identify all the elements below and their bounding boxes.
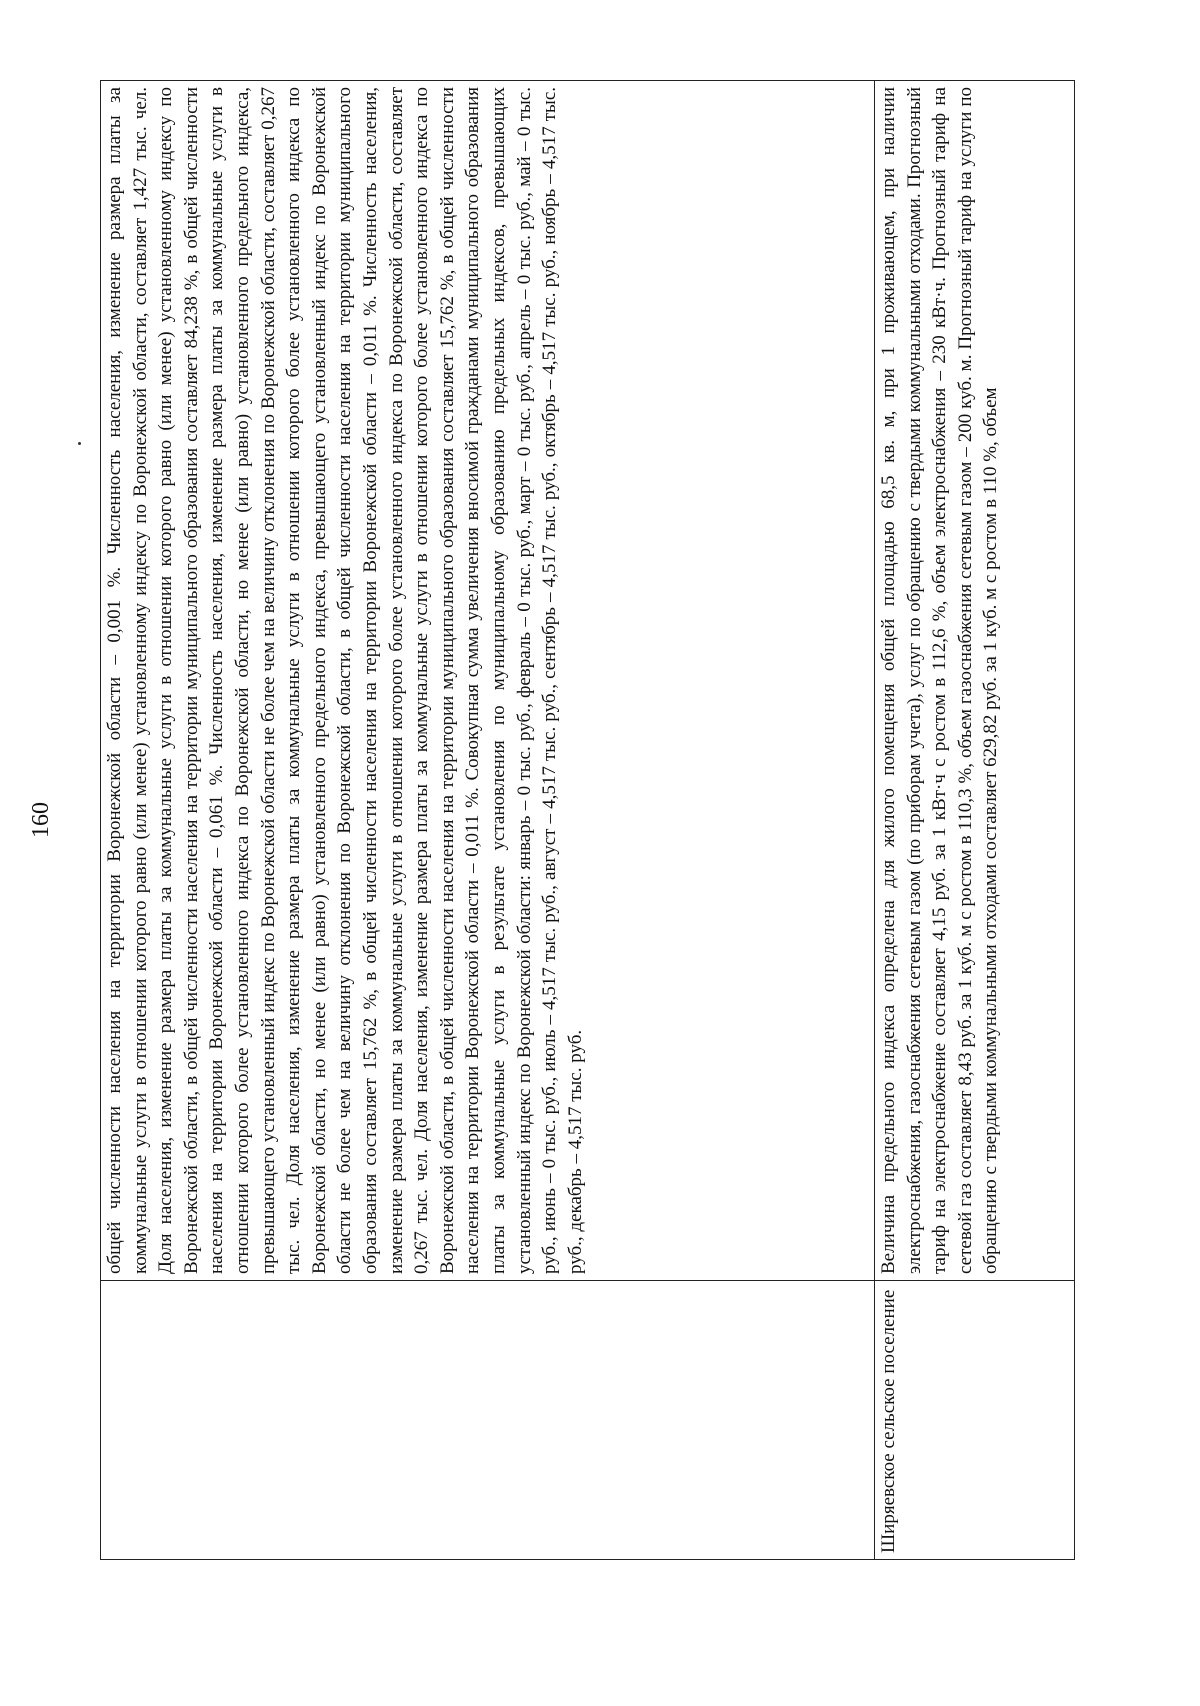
municipality-cell: Ширяевское сельское поселение (875, 1281, 1075, 1560)
tariff-table (100, 80, 1075, 1560)
table-row (101, 81, 875, 1560)
rotated-page (28, 80, 1080, 1560)
description-cell: Величина предельного индекса определена для жилого помещения общей площадью 68,5 кв. м, при 1 проживающем, при наличии электроснабжения, газоснабжения сетевым газом (по приборам учета), услуг по обращению с твердыми коммунальными отходами. Прогнозный тариф на электроснабжение составляет 4,15 руб. за 1 кВт·ч с ростом в 112,6 %, объем электроснабжения – 230 кВт·ч. Прогнозный тариф на сетевой газ составляет 8,43 руб. за 1 куб. м с ростом в 110,3 %, объем газоснабжения сетевым газом – 200 куб. м. Прогнозный тариф на услуги по обращению с твердыми коммунальными отходами составляет 629,82 руб. за 1 куб. м с ростом в 110 %, объем (875, 81, 1075, 1281)
municipality-cell (101, 1281, 875, 1560)
page-number: 160 (28, 802, 54, 838)
table-row (875, 81, 1075, 1560)
stray-dot (78, 442, 81, 445)
description-cell: общей численности населения на территории Воронежской области – 0,001 %. Численность населения, изменение размера платы за коммунальные услуги в отношении которого равно (или менее) установленному индексу по Воронежской области, составляет 1,427 тыс. чел. Доля населения, изменение размера платы за коммунальные услуги в отношении которого равно (или менее) установленному индексу по Воронежской области, в общей численности населения на территории муниципального образования составляет 84,238 %, в общей численности населения на территории Воронежской области – 0,061 %. Численность населения, изменение размера платы за коммунальные услуги в отношении которого более установленного индекса по Воронежской области, но менее (или равно) установленного предельного индекса, превышающего установленный индекс по Воронежской области не более чем на величину отклонения по Воронежской области, составляет 0,267 тыс. чел. Доля населения, изменение размера платы за коммунальные услуги в отношении которого более установленного индекса по Воронежской области, но менее (или равно) установленного предельного индекса, превышающего установленный индекс по Воронежской области не более чем на величину отклонения по Воронежской области, в общей численности населения на территории муниципального образования составляет 15,762 %, в общей численности населения на территории Воронежской области – 0,011 %. Численность населения, изменение размера платы за коммунальные услуги в отношении которого более установленного индекса по Воронежской области, составляет 0,267 тыс. чел. Доля населения, изменение размера платы за коммунальные услуги в отношении которого более установленного индекса по Воронежской области, в общей численности населения на территории муниципального образования составляет 15,762 %, в общей численности населения на территории Воронежской области – 0,011 %. Совокупная сумма увеличения вносимой гражданами муниципального образования платы за коммунальные услуги в результате установления по муниципальному образованию предельных индексов, превышающих установленный индекс по Воронежской области: январь – 0 тыс. руб., февраль – 0 тыс. руб., март – 0 тыс. руб., апрель – 0 тыс. руб., май – 0 тыс. руб., июнь – 0 тыс. руб., июль – 4,517 тыс. руб., август – 4,517 тыс. руб., сентябрь – 4,517 тыс. руб., октябрь – 4,517 тыс. руб., ноябрь – 4,517 тыс. руб., декабрь – 4,517 тыс. руб. (101, 81, 875, 1281)
